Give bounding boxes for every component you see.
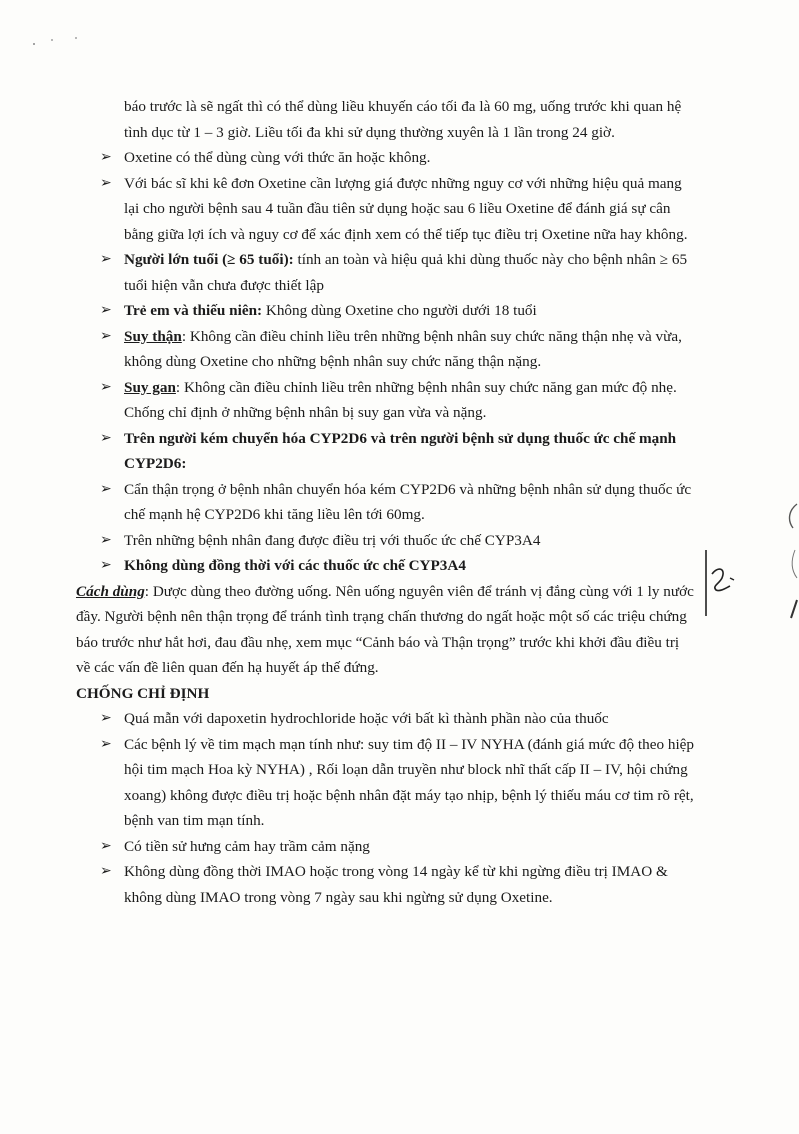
bullet-arrow-icon: ➢ bbox=[100, 175, 112, 191]
bullet-cyp3a4: ➢ Không dùng đồng thời với các thuốc ức chế CYP3A4 bbox=[76, 553, 744, 579]
bullet-arrow-icon: ➢ bbox=[100, 838, 112, 854]
bullet-arrow-icon: ➢ bbox=[100, 303, 112, 318]
bullet-item: ➢ Không dùng đồng thời IMAO hoặc trong vòng 14 ngày kể từ khi ngừng điều trị IMAO & không dùng IMAO trong vòng 7 ngày sau khi ngừng sử dụng Oxetine. bbox=[76, 859, 744, 910]
bullet-arrow-icon: ➢ bbox=[100, 150, 112, 165]
bullet-item: ➢ Các bệnh lý về tim mạch mạn tính như: suy tim độ II – IV NYHA (đánh giá mức độ theo hiệp hội tim mạch Hoa kỳ NYHA) , Rối loạn dẫn truyền như block nhĩ thất cấp II – IV, hội chứng xoang) không được điều trị hoặc bệnh nhân đặt máy tạo nhịp, bệnh lý thiếu máu cơ tim rõ rệt, bệnh van tim mạn tính. bbox=[76, 732, 744, 834]
bullet-children: ➢ Trẻ em và thiếu niên: Không dùng Oxetine cho người dưới 18 tuổi bbox=[76, 298, 744, 324]
bullet-arrow-icon: ➢ bbox=[100, 864, 112, 879]
handwritten-mark bbox=[700, 548, 740, 618]
bullet-arrow-icon: ➢ bbox=[100, 379, 112, 395]
text-line: báo trước là sẽ ngất thì có thể dùng liều khuyến cáo tối đa là 60 mg, uống trước khi quan hệ bbox=[124, 98, 682, 115]
bullet-cyp2d6: ➢ Trên người kém chuyển hóa CYP2D6 và trên người bệnh sử dụng thuốc ức chế mạnh CYP2D6: bbox=[76, 426, 744, 477]
bullet-arrow-icon: ➢ bbox=[100, 252, 112, 267]
bullet-arrow-icon: ➢ bbox=[100, 532, 112, 548]
bullet-item: ➢ Oxetine có thể dùng cùng với thức ăn hoặc không. bbox=[76, 145, 744, 171]
bullet-arrow-icon: ➢ bbox=[100, 430, 112, 446]
bullet-item: ➢ Quá mẫn với dapoxetin hydrochloride hoặc với bất kì thành phần nào của thuốc bbox=[76, 706, 744, 732]
bullet-liver: ➢ Suy gan: Không cần điều chỉnh liều trên những bệnh nhân suy chức năng gan mức độ nhẹ. Chống chỉ định ở những bệnh nhân bị suy gan vừa và nặng. bbox=[76, 375, 744, 426]
bullet-elderly: ➢ Người lớn tuổi (≥ 65 tuổi): tính an toàn và hiệu quả khi dùng thuốc này cho bệnh nhân ≥ 65 tuổi hiện vẫn chưa được thiết lập bbox=[76, 247, 744, 298]
bullet-arrow-icon: ➢ bbox=[100, 558, 112, 573]
bullet-arrow-icon: ➢ bbox=[100, 328, 112, 344]
text-line: tình dục từ 1 – 3 giờ. Liều tối đa khi sử dụng thường xuyên là 1 lần trong 24 giờ. bbox=[124, 123, 615, 141]
contraindications-heading: CHỐNG CHỈ ĐỊNH bbox=[76, 684, 210, 702]
page-edge-stamp bbox=[785, 500, 799, 630]
bullet-item: ➢ Cẩn thận trọng ở bệnh nhân chuyển hóa kém CYP2D6 và những bệnh nhân sử dụng thuốc ức chế mạnh hệ CYP2D6 khi tăng liều lên tới 60mg. bbox=[76, 477, 744, 528]
bullet-item: ➢ Với bác sĩ khi kê đơn Oxetine cần lượng giá được những nguy cơ với những hiệu quả mang lại cho người bệnh sau 4 tuần đầu tiên sử dụng hoặc sau 6 liều Oxetine để đánh giá sự cân bằng giữa lợi ích và nguy cơ để xác định xem có thể tiếp tục điều trị Oxetine nữa hay không. bbox=[76, 171, 744, 248]
bullet-arrow-icon: ➢ bbox=[100, 736, 112, 752]
bullet-arrow-icon: ➢ bbox=[100, 711, 112, 726]
bullet-kidney: ➢ Suy thận: Không cần điều chỉnh liều trên những bệnh nhân suy chức năng thận nhẹ và vừa, không dùng Oxetine cho những bệnh nhân suy chức năng thận nặng. bbox=[76, 324, 744, 375]
bullet-arrow-icon: ➢ bbox=[100, 481, 112, 497]
bullet-item: ➢ Có tiền sử hưng cảm hay trầm cảm nặng bbox=[76, 834, 744, 860]
scan-dots bbox=[30, 34, 90, 48]
usage-paragraph: Cách dùng: Dược dùng theo đường uống. Nên uống nguyên viên để tránh vị đắng cùng với 1 ly nước đầy. Người bệnh nên thận trọng để tránh tình trạng chấn thương do ngất hoặc một số các triệu chứng báo trước như hắt hơi, đau đầu nhẹ, xem mục “Cảnh báo và Thận trọng” trước khi khởi đầu điều trị về các vấn đề liên quan đến hạ huyết áp thế đứng. bbox=[76, 582, 694, 676]
document-body bbox=[76, 94, 744, 910]
bullet-item: ➢ Trên những bệnh nhân đang được điều trị với thuốc ức chế CYP3A4 bbox=[76, 528, 744, 554]
usage-label: Cách dùng bbox=[76, 582, 145, 600]
